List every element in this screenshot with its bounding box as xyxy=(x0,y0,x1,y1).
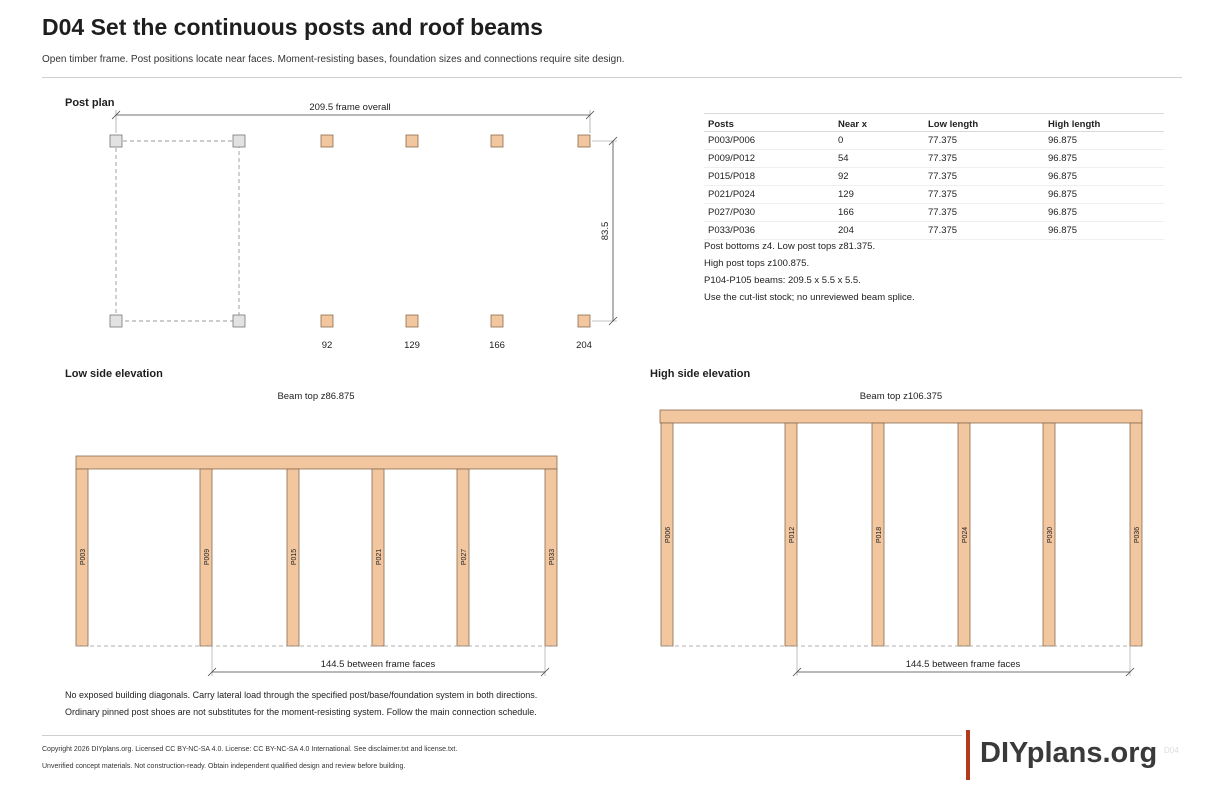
cell-near-x: 129 xyxy=(834,186,924,204)
col-header-near-x: Near x xyxy=(834,114,924,132)
cell-posts: P033/P036 xyxy=(704,222,834,240)
plan-x-label-204: 204 xyxy=(576,340,592,351)
high-post-label: P030 xyxy=(1047,526,1054,544)
high-post-label: P018 xyxy=(876,526,883,544)
post-plan-drawing xyxy=(0,0,660,360)
high-elevation-drawing xyxy=(600,380,1200,680)
overall-dim-label: 209.5 frame overall xyxy=(309,102,391,113)
high-elevation-title: High side elevation xyxy=(650,368,751,380)
cell-high-length: 96.875 xyxy=(1044,132,1164,150)
cell-posts: P027/P030 xyxy=(704,204,834,222)
low-post-label: P021 xyxy=(376,548,383,566)
low-beam-label: Beam top z86.875 xyxy=(277,391,355,402)
site-logo: DIYplans.org xyxy=(980,737,1158,769)
table-row xyxy=(704,204,1164,222)
plan-post-near-204 xyxy=(578,135,590,147)
cell-high-length: 96.875 xyxy=(1044,204,1164,222)
cell-low-length: 77.375 xyxy=(924,150,1044,168)
cell-posts: P021/P024 xyxy=(704,186,834,204)
cell-low-length: 77.375 xyxy=(924,204,1044,222)
low-roof-beam xyxy=(76,456,557,469)
low-post-label: P009 xyxy=(204,548,211,566)
cell-near-x: 0 xyxy=(834,132,924,150)
cell-high-length: 96.875 xyxy=(1044,150,1164,168)
footnote: Ordinary pinned post shoes are not substitutes for the moment-resisting system. Follow the main connection schedule. xyxy=(65,707,537,717)
plan-post-near-92 xyxy=(321,135,333,147)
plan-post-near-129 xyxy=(406,135,418,147)
plan-x-label-166: 166 xyxy=(489,340,505,351)
low-post-label: P033 xyxy=(549,548,556,566)
high-post-label: P012 xyxy=(789,526,796,544)
cell-near-x: 92 xyxy=(834,168,924,186)
cell-high-length: 96.875 xyxy=(1044,186,1164,204)
plan-x-label-129: 129 xyxy=(404,340,420,351)
cell-high-length: 96.875 xyxy=(1044,222,1164,240)
low-post-label: P015 xyxy=(291,548,298,566)
high-post-label: P024 xyxy=(962,526,969,544)
high-post-label: P036 xyxy=(1134,526,1141,544)
cell-low-length: 77.375 xyxy=(924,168,1044,186)
plan-x-label-92: 92 xyxy=(321,340,333,351)
existing-post-far-0 xyxy=(110,315,122,327)
page-tag: D04 xyxy=(1164,746,1179,755)
low-elevation-drawing xyxy=(0,380,600,680)
high-post-label: P006 xyxy=(665,526,672,544)
post-schedule-table xyxy=(704,113,1164,240)
copyright-text: Copyright 2026 DIYplans.org. Licensed CC BY-NC-SA 4.0. License: CC BY-NC-SA 4.0 International. See disclaimer.txt and license.txt. xyxy=(42,746,458,753)
table-row xyxy=(704,168,1164,186)
plan-post-far-204 xyxy=(578,315,590,327)
high-dim-label: 144.5 between frame faces xyxy=(905,659,1021,670)
low-elevation-title: Low side elevation xyxy=(65,368,163,380)
col-header-posts: Posts xyxy=(704,114,834,132)
cell-low-length: 77.375 xyxy=(924,186,1044,204)
schedule-note: Post bottoms z4. Low post tops z81.375. xyxy=(704,241,876,252)
plan-post-far-92 xyxy=(321,315,333,327)
schedule-note: Use the cut-list stock; no unreviewed beam splice. xyxy=(704,292,915,303)
schedule-note: P104-P105 beams: 209.5 x 5.5 x 5.5. xyxy=(704,275,861,286)
cell-low-length: 77.375 xyxy=(924,132,1044,150)
low-post-label: P003 xyxy=(80,548,87,566)
footer-divider xyxy=(42,735,962,736)
logo-accent-bar xyxy=(966,730,970,780)
page-subtitle: Open timber frame. Post positions locate near faces. Moment-resisting bases, foundation sizes and connections require site design. xyxy=(42,54,625,65)
low-post-label: P027 xyxy=(461,548,468,566)
existing-post-near-0 xyxy=(110,135,122,147)
footnote: No exposed building diagonals. Carry lateral load through the specified post/base/foundation system in both directions. xyxy=(65,690,538,700)
cell-low-length: 77.375 xyxy=(924,222,1044,240)
cell-near-x: 54 xyxy=(834,150,924,168)
cell-high-length: 96.875 xyxy=(1044,168,1164,186)
page-title: D04 Set the continuous posts and roof beams xyxy=(42,14,543,40)
post-plan-title: Post plan xyxy=(65,97,115,109)
plan-post-far-166 xyxy=(491,315,503,327)
cell-posts: P009/P012 xyxy=(704,150,834,168)
existing-post-near-54 xyxy=(233,135,245,147)
cell-near-x: 166 xyxy=(834,204,924,222)
cell-posts: P015/P018 xyxy=(704,168,834,186)
low-dim-label: 144.5 between frame faces xyxy=(320,659,436,670)
schedule-note: High post tops z100.875. xyxy=(704,258,810,269)
table-row xyxy=(704,132,1164,150)
col-header-high-length: High length xyxy=(1044,114,1164,132)
plan-post-far-129 xyxy=(406,315,418,327)
plan-post-near-166 xyxy=(491,135,503,147)
existing-frame-outline xyxy=(116,141,239,321)
disclaimer-text: Unverified concept materials. Not construction-ready. Obtain independent qualified design and review before building. xyxy=(42,763,406,770)
cell-posts: P003/P006 xyxy=(704,132,834,150)
table-row xyxy=(704,186,1164,204)
depth-dim-label: 83.5 xyxy=(600,221,611,241)
cell-near-x: 204 xyxy=(834,222,924,240)
high-roof-beam xyxy=(660,410,1142,423)
high-beam-label: Beam top z106.375 xyxy=(859,391,943,402)
table-header-row xyxy=(704,114,1164,132)
table-row xyxy=(704,222,1164,240)
table-row xyxy=(704,150,1164,168)
existing-post-far-54 xyxy=(233,315,245,327)
col-header-low-length: Low length xyxy=(924,114,1044,132)
